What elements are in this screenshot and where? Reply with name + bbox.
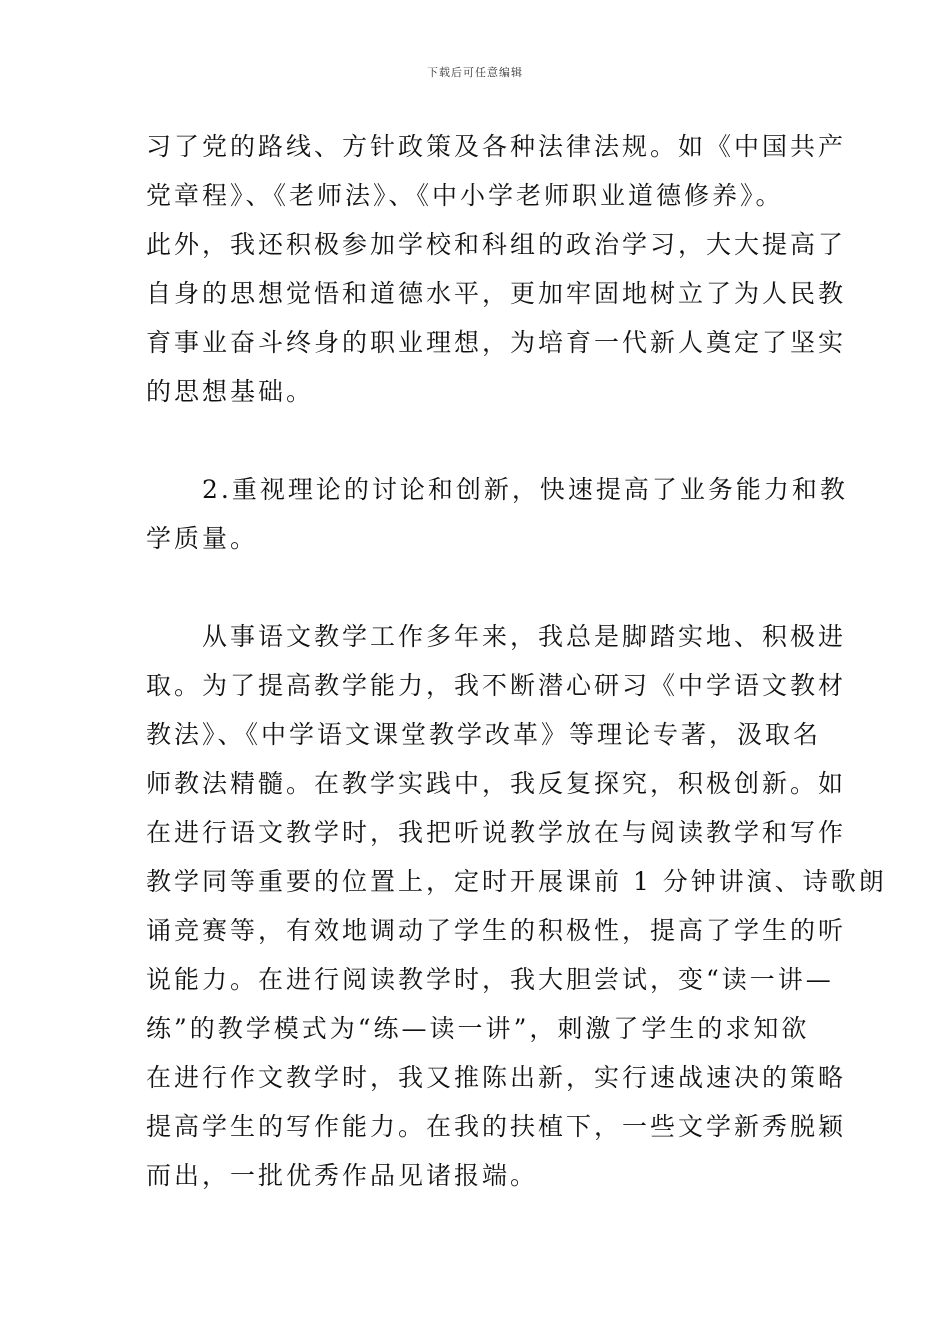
paragraph-spacer [146,563,811,612]
text-line: 此外，我还积极参加学校和科组的政治学习，大大提高了 [146,230,847,259]
page-header: 下载后可任意编辑 [427,66,523,79]
text-line: 从事语文教学工作多年来，我总是脚踏实地、积极进 [202,622,847,651]
text-line: 党章程》、《老师法》、《中小学老师职业道德修养》。 [146,181,784,210]
paragraph-1 [146,122,847,416]
text-line: 取。为了提高教学能力，我不断潜心研习《中学语文教材 [146,671,847,700]
text-line: 自身的思想觉悟和道德水平，更加牢固地树立了为人民教 [146,279,847,308]
text-line: 在进行作文教学时，我又推陈出新，实行速战速决的策略 [146,1063,847,1092]
text-line: 在进行语文教学时，我把听说教学放在与阅读教学和写作 [146,818,847,847]
text-line: 提高学生的写作能力。在我的扶植下，一些文学新秀脱颖 [146,1112,847,1141]
section-heading-2 [146,465,848,563]
heading-line: 学质量。 [146,524,259,553]
paragraph-3 [146,612,887,1200]
heading-line: 2.重视理论的讨论和创新，快速提高了业务能力和教 [202,475,848,504]
text-line: 师教法精髓。在教学实践中，我反复探究，积极创新。如 [146,769,847,798]
text-line: 说能力。在进行阅读教学时，我大胆尝试，变“读一讲— [146,965,834,994]
text-line: 教法》、《中学语文课堂教学改革》等理论专著，汲取名 [146,720,822,749]
text-line: 习了党的路线、方针政策及各种法律法规。如《中国共产 [146,132,847,161]
document-body [146,122,887,1200]
text-line: 练”的教学模式为“练—读一讲”，刺激了学生的求知欲 [146,1014,810,1043]
text-line: 而出，一批优秀作品见诸报端。 [146,1161,539,1190]
text-line: 诵竞赛等，有效地调动了学生的积极性，提高了学生的听 [146,916,847,945]
paragraph-spacer [146,416,811,465]
text-line: 育事业奋斗终身的职业理想，为培育一代新人奠定了坚实 [146,328,847,357]
text-line: 的思想基础。 [146,377,315,406]
text-line: 教学同等重要的位置上，定时开展课前 1 分钟讲演、诗歌朗 [146,867,887,896]
